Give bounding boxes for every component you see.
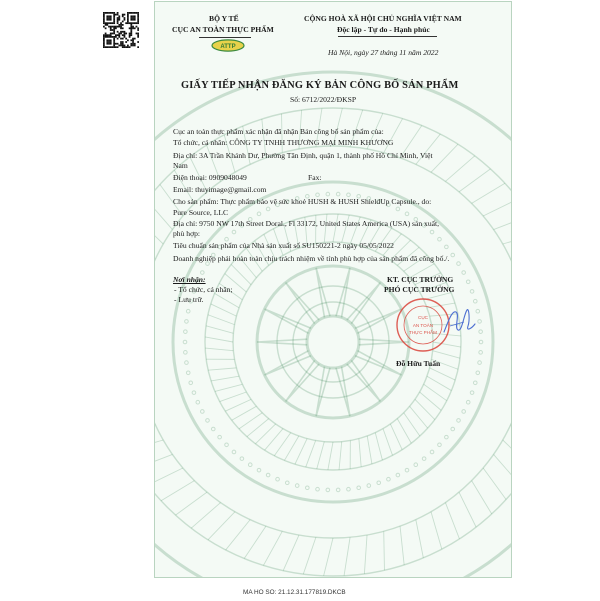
signer-role-1: KT. CỤC TRƯỞNG <box>387 275 454 284</box>
attp-logo <box>211 39 245 52</box>
svg-text:AN TOÀN: AN TOÀN <box>412 323 434 328</box>
qr-code <box>103 12 139 48</box>
product-standard: Tiêu chuẩn sản phẩm của Nhà sản xuất số SU150221-2 ngày 05/05/2022 <box>173 241 394 250</box>
signer-role-2: PHÓ CỤC TRƯỞNG <box>384 285 455 294</box>
issue-date: Hà Nội, ngày 27 tháng 11 năm 2022 <box>328 48 439 57</box>
email: Email: thuyimage@gmail.com <box>173 185 267 194</box>
department-underline <box>199 37 251 38</box>
ministry-name: BỘ Y TẾ <box>209 14 239 23</box>
phone: Điện thoại: 0909048049 <box>173 173 247 182</box>
intro-text: Cục an toàn thực phẩm xác nhận đã nhận Bản công bố sản phẩm của: <box>173 127 384 136</box>
document-number: Số: 6712/2022/ĐKSP <box>290 95 357 104</box>
national-motto: Độc lập - Tự do - Hạnh phúc <box>337 25 430 34</box>
organization: Tổ chức, cá nhân: CÔNG TY TNHH THƯƠNG MẠI MINH KHƯƠNG <box>173 138 394 147</box>
fax: Fax: <box>308 173 322 182</box>
org-address-line-1: Địa chỉ: 3A Trần Khánh Dư, Phường Tân Định, quận 1, thành phố Hồ Chí Minh, Việt <box>173 151 433 160</box>
product-line: Cho sản phẩm: Thực phẩm bảo vệ sức khoẻ HUSH & HUSH ShieldUp Capsule., do: <box>173 197 432 206</box>
svg-text:THỰC PHẨM: THỰC PHẨM <box>409 330 437 335</box>
country-name: CỘNG HOÀ XÃ HỘI CHỦ NGHĨA VIỆT NAM <box>304 14 462 23</box>
logo-text: ATTP <box>220 44 236 50</box>
responsibility-note: Doanh nghiệp phải hoàn toàn chịu trách nhiệm về tính phù hợp của sản phẩm đã công bố./. <box>173 254 450 263</box>
recipient-item: - Lưu trữ. <box>174 295 204 304</box>
manufacturer-address-line-1: Địa chỉ: 9750 NW 17th Street Doral., Fl 33172, United States America (USA) sản xuất, <box>173 219 440 228</box>
dossier-code: MA HO SO: 21.12.31.177819.DKCB <box>243 589 346 596</box>
handwritten-signature <box>438 302 478 342</box>
recipients-label: Nơi nhận: <box>173 275 206 284</box>
certificate-page <box>154 1 512 578</box>
svg-text:CỤC: CỤC <box>418 315 428 320</box>
department-name: CỤC AN TOÀN THỰC PHẨM <box>172 25 274 34</box>
org-address-line-2: Nam <box>173 161 188 170</box>
signer-name: Đỗ Hữu Tuấn <box>396 359 441 368</box>
motto-underline <box>338 36 437 37</box>
manufacturer: Pure Source, LLC <box>173 208 229 217</box>
document-title: GIẤY TIẾP NHẬN ĐĂNG KÝ BẢN CÔNG BỐ SẢN PHẨM <box>181 80 459 91</box>
manufacturer-address-line-2: phù hợp: <box>173 229 201 238</box>
recipient-item: - Tổ chức, cá nhân; <box>174 285 233 294</box>
